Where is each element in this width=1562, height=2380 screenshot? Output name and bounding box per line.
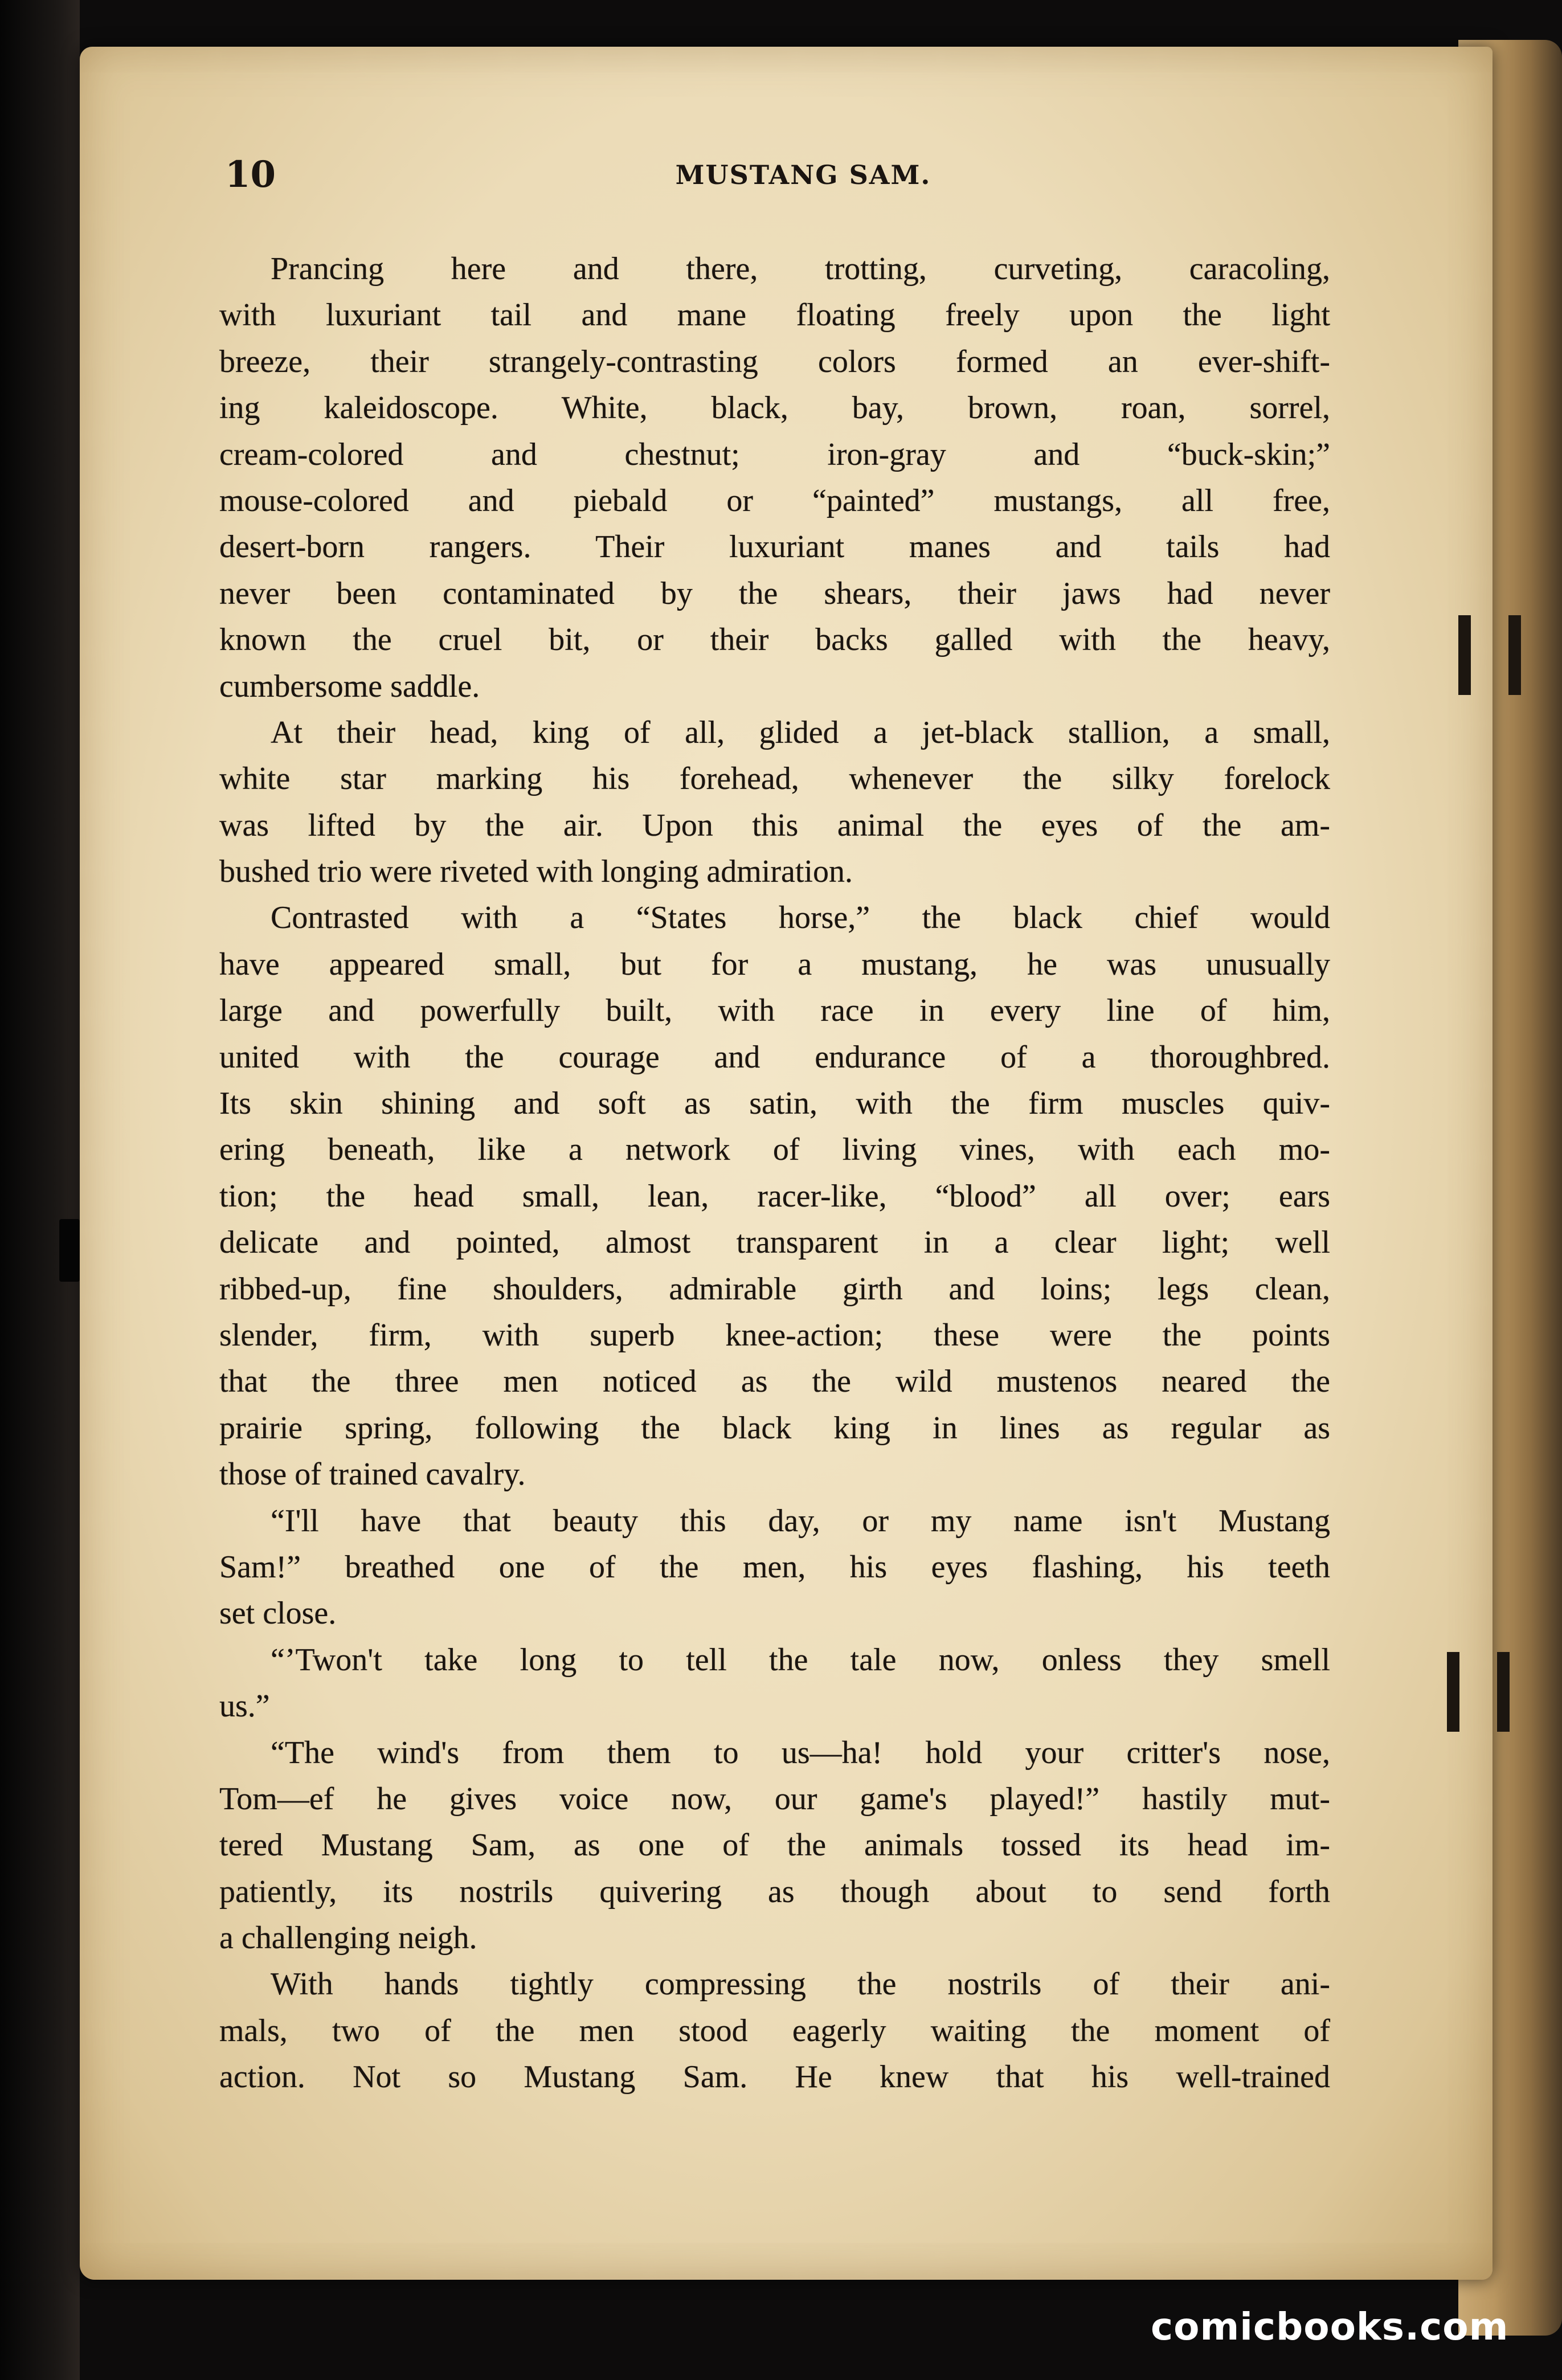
text-line: that the three men noticed as the wild mustenos neared the	[219, 1364, 1330, 1400]
binding-stitch-mark	[1447, 1652, 1510, 1732]
text-line: those of trained cavalry.	[219, 1457, 526, 1492]
text-line: set close.	[219, 1596, 337, 1631]
text-line: desert-born rangers. Their luxuriant manes and tails had	[219, 529, 1330, 565]
binding-stitch-mark	[1458, 615, 1521, 695]
text-line: tion; the head small, lean, racer-like, “blood” all over; ears	[219, 1178, 1330, 1214]
text-line: bushed trio were riveted with longing admiration.	[219, 854, 853, 890]
text-line: breeze, their strangely-contrasting colors formed an ever-shift-	[219, 343, 1330, 379]
running-title: MUSTANG SAM.	[675, 160, 931, 190]
text-line: known the cruel bit, or their backs galled with the heavy,	[219, 622, 1330, 658]
binding-tab	[59, 1219, 80, 1282]
text-line: ering beneath, like a network of living vines, with each mo-	[219, 1132, 1330, 1168]
text-line: “I'll have that beauty this day, or my name isn't Mustang	[271, 1503, 1330, 1539]
text-line: At their head, king of all, glided a jet-black stallion, a small,	[271, 714, 1330, 750]
text-line: patiently, its nostrils quivering as though about to send forth	[219, 1874, 1330, 1909]
site-watermark: comicbooks.com	[1151, 2305, 1509, 2349]
text-line: never been contaminated by the shears, their jaws had never	[219, 575, 1330, 611]
text-line: Its skin shining and soft as satin, with the firm muscles quiv-	[219, 1086, 1330, 1122]
text-line: action. Not so Mustang Sam. He knew that his well-trained	[219, 2059, 1330, 2095]
text-line: with luxuriant tail and mane floating freely upon the light	[219, 297, 1330, 333]
text-line: With hands tightly compressing the nostrils of their ani-	[271, 1966, 1330, 2002]
text-line: mouse-colored and piebald or “painted” mustangs, all free,	[219, 482, 1330, 518]
text-line: mals, two of the men stood eagerly waiting the moment of	[219, 2013, 1330, 2048]
text-line: prairie spring, following the black king in lines as regular as	[219, 1410, 1330, 1446]
text-line: “’Twon't take long to tell the tale now, onless they smell	[271, 1642, 1330, 1678]
text-line: ing kaleidoscope. White, black, bay, brown, roan, sorrel,	[219, 390, 1330, 426]
text-line: cumbersome saddle.	[219, 668, 480, 704]
text-line: tered Mustang Sam, as one of the animals tossed its head im-	[219, 1827, 1330, 1863]
dark-backdrop	[0, 0, 80, 2380]
text-line: a challenging neigh.	[219, 1920, 477, 1956]
text-line: Sam!” breathed one of the men, his eyes flashing, his teeth	[219, 1549, 1330, 1585]
text-line: large and powerfully built, with race in every line of him,	[219, 993, 1330, 1029]
text-line: was lifted by the air. Upon this animal the eyes of the am-	[219, 807, 1330, 843]
running-head	[225, 149, 1336, 201]
text-line: ribbed-up, fine shoulders, admirable girth and loins; legs clean,	[219, 1271, 1330, 1307]
text-line: cream-colored and chestnut; iron-gray and “buck-skin;”	[219, 436, 1330, 472]
body-text	[219, 246, 1330, 2101]
text-line: delicate and pointed, almost transparent in a clear light; well	[219, 1225, 1330, 1261]
page-number: 10	[225, 153, 276, 196]
text-line: slender, firm, with superb knee-action; these were the points	[219, 1317, 1330, 1353]
text-line: Contrasted with a “States horse,” the black chief would	[271, 900, 1330, 936]
text-line: white star marking his forehead, whenever the silky forelock	[219, 761, 1330, 797]
text-line: us.”	[219, 1688, 270, 1724]
text-line: Tom—ef he gives voice now, our game's played!” hastily mut-	[219, 1781, 1330, 1817]
text-line: “The wind's from them to us—ha! hold your critter's nose,	[271, 1735, 1330, 1770]
text-line: have appeared small, but for a mustang, he was unusually	[219, 946, 1330, 982]
text-line: united with the courage and endurance of a thoroughbred.	[219, 1039, 1330, 1075]
text-line: Prancing here and there, trotting, curveting, caracoling,	[271, 251, 1330, 287]
